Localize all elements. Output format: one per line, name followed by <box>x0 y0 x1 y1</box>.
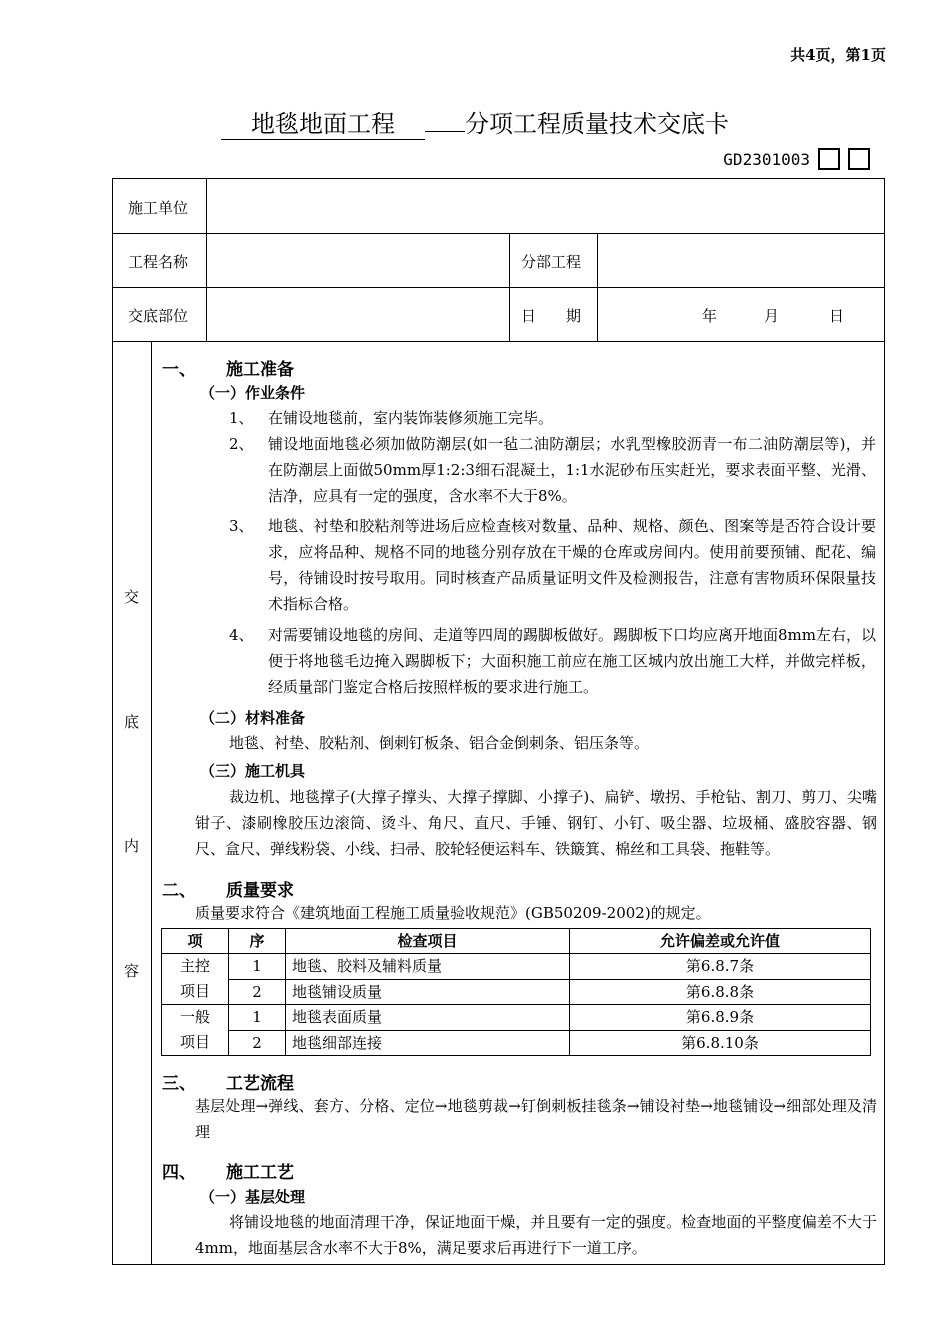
paragraph: 质量要求符合《建筑地面工程施工质量验收规范》(GB50209-2002)的规定。 <box>195 904 711 922</box>
side-label-char: 内 <box>124 837 140 855</box>
table-cell: 1 <box>229 1005 286 1031</box>
subproject-label: 分部工程 <box>521 253 582 271</box>
table-cell: 地毯表面质量 <box>286 1005 570 1031</box>
code-text: GD2301003 <box>723 149 810 169</box>
divider <box>509 233 510 341</box>
section-heading: 二、 质量要求 <box>162 881 294 901</box>
section-heading: 三、 工艺流程 <box>162 1074 294 1094</box>
table-cell: 地毯、胶料及辅料质量 <box>286 954 570 980</box>
list-item: 地毯、衬垫和胶粘剂等进场后应检查核对数量、品种、规格、颜色、图案等是否符合设计要求，应将品种、规格不同的地毯分别存放在干燥的仓库或房间内。使用前要预铺、配花、编号，待铺设时按号取用。同时核查产品质量证明文件及检测报告，注意有害物质环保限量技术指标合格。 <box>268 517 876 613</box>
checkbox-2[interactable] <box>848 148 870 170</box>
table-header: 序 <box>229 929 286 954</box>
divider <box>112 341 885 342</box>
title-underline-gap <box>425 131 465 132</box>
table-header: 检查项目 <box>286 929 570 954</box>
project-label: 工程名称 <box>128 253 189 271</box>
divider <box>597 233 598 341</box>
table-header: 允许偏差或允许值 <box>570 929 871 954</box>
unit-label: 施工单位 <box>128 199 189 217</box>
group-label: 主控 项目 <box>162 954 229 1005</box>
list-number: 4、 <box>229 626 254 644</box>
page-title <box>0 104 950 140</box>
group-label: 一般 项目 <box>162 1005 229 1056</box>
paragraph: 基层处理→弹线、套方、分格、定位→地毯剪裁→钉倒刺板挂毯条→铺设衬垫→地毯铺设→细部处理及清理 <box>195 1097 877 1141</box>
table-cell: 第6.8.8条 <box>570 979 871 1005</box>
year-label: 年 <box>702 307 718 325</box>
paragraph: 地毯、衬垫、胶粘剂、倒刺钉板条、铝合金倒刺条、铝压条等。 <box>229 734 650 752</box>
side-label-char: 容 <box>124 962 140 980</box>
location-label: 交底部位 <box>128 307 189 325</box>
table-cell: 第6.8.7条 <box>570 954 871 980</box>
side-label-char: 交 <box>124 588 140 606</box>
list-number: 1、 <box>229 409 254 427</box>
side-label-char: 底 <box>124 713 140 731</box>
table-cell: 第6.8.10条 <box>570 1030 871 1056</box>
table-row <box>162 1030 871 1056</box>
list-item: 对需要铺设地毯的房间、走道等四周的踢脚板做好。踢脚板下口均应离开地面8mm左右，以便于将地毯毛边掩入踢脚板下；大面积施工前应在施工区城内放出施工大样，并做完样板，经质量部门鉴定合格后按照样板的要求进行施工。 <box>268 626 876 696</box>
table-cell: 2 <box>229 1030 286 1056</box>
checkbox-1[interactable] <box>818 148 840 170</box>
paragraph: 将铺设地毯的地面清理干净，保证地面干燥，并且要有一定的强度。检查地面的平整度偏差不大于4mm，地面基层含水率不大于8%，满足要求后再进行下一道工序。 <box>195 1213 877 1257</box>
table-cell: 地毯铺设质量 <box>286 979 570 1005</box>
list-item: 铺设地面地毯必须加做防潮层(如一毡二油防潮层；水乳型橡胶沥青一布二油防潮层等)，并在防潮层上面做50mm厚1:2:3细石混凝土，1:1水泥砂布压实赶光，要求表面平整、光滑、洁净，应具有一定的强度，含水率不大于8%。 <box>268 435 876 505</box>
month-label: 月 <box>764 307 780 325</box>
divider <box>206 178 207 341</box>
table-cell: 1 <box>229 954 286 980</box>
day-label: 日 <box>829 307 845 325</box>
title-project-name: 地毯地面工程 <box>221 104 425 140</box>
subsection-heading: （二）材料准备 <box>200 709 306 727</box>
list-number: 2、 <box>229 435 254 453</box>
table-header: 项 <box>162 929 229 954</box>
divider <box>151 341 152 1265</box>
subsection-heading: （三）施工机具 <box>200 762 306 780</box>
divider <box>112 233 885 234</box>
quality-table <box>161 928 871 1056</box>
subsection-heading: （一）基层处理 <box>200 1188 306 1206</box>
table-row <box>162 954 871 980</box>
table-row <box>162 1005 871 1031</box>
title-suffix: 分项工程质量技术交底卡 <box>465 110 729 138</box>
document-code <box>723 148 870 170</box>
date-label: 日 期 <box>521 307 582 325</box>
page-info: 共4页，第1页 <box>790 46 886 64</box>
section-heading: 一、 施工准备 <box>162 360 294 380</box>
table-header-row <box>162 929 871 954</box>
table-row <box>162 979 871 1005</box>
section-heading: 四、 施工工艺 <box>162 1163 294 1183</box>
table-cell: 地毯细部连接 <box>286 1030 570 1056</box>
list-item: 在铺设地毯前，室内装饰装修须施工完毕。 <box>268 409 554 427</box>
table-cell: 2 <box>229 979 286 1005</box>
divider <box>112 287 885 288</box>
table-cell: 第6.8.9条 <box>570 1005 871 1031</box>
paragraph: 裁边机、地毯撑子(大撑子撑头、大撑子撑脚、小撑子)、扁铲、墩拐、手枪钻、割刀、剪刀、尖嘴钳子、漆刷橡胶压边滚筒、烫斗、角尺、直尺、手锤、钢钉、小钉、吸尘器、垃圾桶、盛胶容器、钢尺、盒尺、弹线粉袋、小线、扫帚、胶轮轻便运料车、铁簸箕、棉丝和工具袋、拖鞋等。 <box>195 788 877 858</box>
subsection-heading: （一）作业条件 <box>200 384 306 402</box>
list-number: 3、 <box>229 517 254 535</box>
